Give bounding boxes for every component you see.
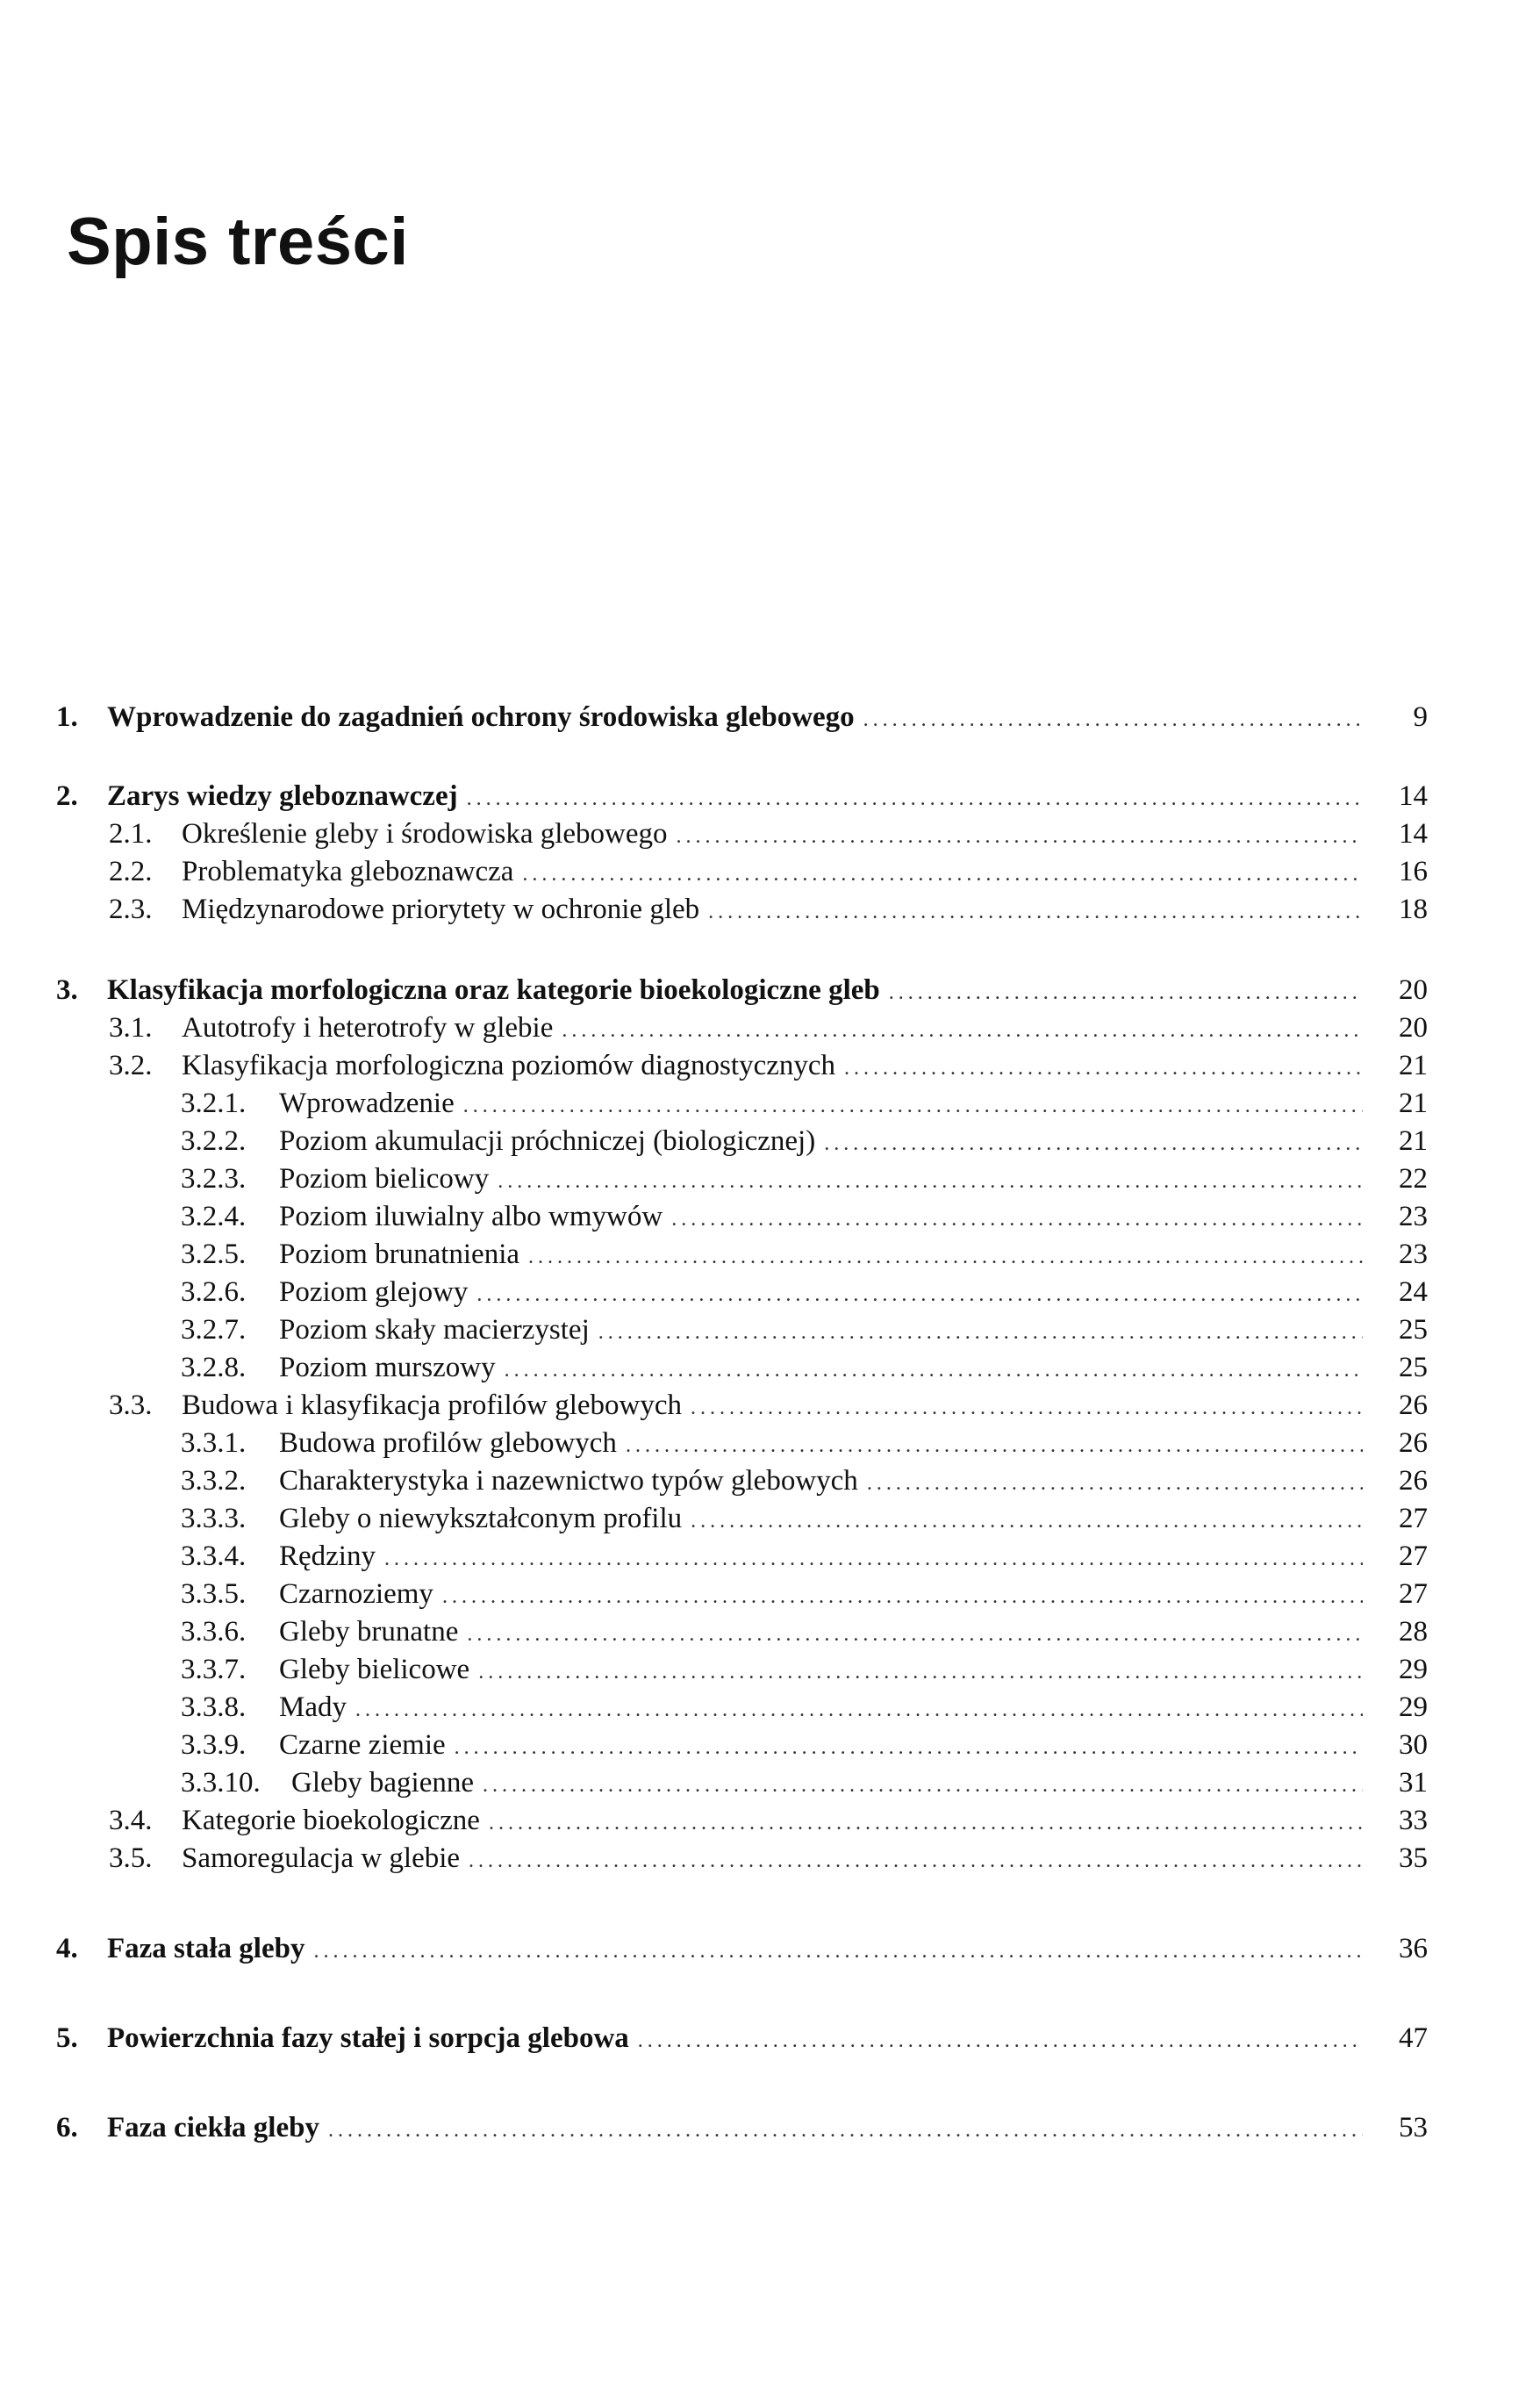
toc-entry-page: 23 [1399,1239,1428,1270]
dot-leader [442,1578,1363,1615]
toc-entry-page: 33 [1399,1805,1428,1836]
toc-entry-title: Klasyfikacja morfologiczna oraz kategorie bioekologiczne gleb [107,974,880,1006]
dot-leader [708,894,1363,930]
toc-entry-page: 24 [1399,1276,1428,1308]
dot-leader [677,818,1363,855]
toc-entry-number: 3.2.2. [181,1125,247,1157]
toc-entry-page: 29 [1399,1654,1428,1685]
toc-entry-page: 20 [1399,1012,1428,1044]
toc-entry-title: Wprowadzenie [279,1088,455,1119]
toc-entry-number: 3. [56,974,78,1006]
toc-entry-title: Problematyka gleboznawcza [182,856,514,887]
toc-entry-page: 53 [1399,2112,1428,2143]
toc-entry-page: 25 [1399,1352,1428,1383]
dot-leader [626,1427,1363,1464]
toc-entry-title: Poziom skały macierzystej [279,1314,590,1346]
toc-entry-page: 16 [1399,856,1428,887]
dot-leader [467,1616,1363,1653]
toc-entry-page: 31 [1399,1767,1428,1799]
toc-entry[interactable] [181,1538,1428,1575]
dot-leader [478,1654,1363,1691]
toc-entry-title: Kategorie bioekologiczne [182,1805,480,1836]
toc-entry[interactable] [109,1047,1428,1084]
toc-entry-page: 27 [1399,1503,1428,1534]
toc-entry-title: Poziom iluwialny albo wmywów [279,1201,663,1232]
toc-entry-number: 2.2. [109,856,153,887]
dot-leader [498,1163,1363,1200]
toc-entry-page: 21 [1399,1050,1428,1081]
toc-entry-page: 14 [1399,780,1428,812]
toc-entry-number: 3.3.6. [181,1616,247,1648]
dot-leader [638,2022,1363,2059]
toc-entry-title: Powierzchnia fazy stałej i sorpcja glebowa [107,2022,629,2054]
dot-leader [455,1729,1363,1766]
toc-entry-page: 26 [1399,1389,1428,1421]
toc-entry-number: 6. [56,2112,78,2143]
toc-entry[interactable] [181,1651,1428,1688]
toc-entry-title: Klasyfikacja morfologiczna poziomów diagnostycznych [182,1050,836,1081]
toc-entry[interactable] [109,891,1428,928]
toc-entry-number: 3.2.5. [181,1239,247,1270]
toc-entry-number: 3.3.3. [181,1503,247,1534]
toc-entry-title: Czarnoziemy [279,1578,433,1610]
toc-entry-title: Poziom bielicowy [279,1163,490,1195]
toc-entry-number: 2.3. [109,894,153,925]
toc-entry-title: Rędziny [279,1540,376,1572]
toc-entry-title: Gleby o niewykształconym profilu [279,1503,683,1534]
toc-entry-page: 14 [1399,818,1428,850]
toc-entry-title: Faza ciekła gleby [107,2112,319,2143]
toc-entry-number: 2. [56,780,78,812]
dot-leader [824,1125,1363,1162]
toc-entry-page: 22 [1399,1163,1428,1195]
dot-leader [505,1352,1363,1389]
toc-entry[interactable] [181,1613,1428,1650]
toc-entry-number: 3.2. [109,1050,153,1081]
toc-entry-title: Wprowadzenie do zagadnień ochrony środowiska glebowego [107,701,855,733]
dot-leader [476,1276,1363,1313]
toc-entry-page: 26 [1399,1427,1428,1459]
toc-entry-title: Czarne ziemie [279,1729,446,1761]
toc-entry-title: Samoregulacja w glebie [182,1842,461,1874]
dot-leader [691,1389,1363,1426]
toc-entry-number: 4. [56,1933,78,1964]
toc-entry-page: 21 [1399,1088,1428,1119]
dot-leader [384,1540,1363,1577]
toc-entry[interactable] [181,1123,1428,1160]
toc-entry[interactable] [109,1009,1428,1046]
toc-entry[interactable] [109,1387,1428,1424]
toc-entry-number: 3.3.10. [181,1767,261,1799]
toc-entry[interactable] [109,1840,1428,1877]
toc-entry-number: 3.2.4. [181,1201,247,1232]
toc-entry-title: Charakterystyka i nazewnictwo typów glebowych [279,1465,858,1497]
dot-leader [863,701,1363,738]
toc-entry-title: Międzynarodowe priorytety w ochronie gleb [182,894,700,925]
toc-entry-title: Gleby brunatne [279,1616,459,1648]
toc-entry[interactable] [181,1236,1428,1273]
toc-entry-number: 3.3.5. [181,1578,247,1610]
dot-leader [313,1933,1363,1970]
toc-entry-page: 27 [1399,1540,1428,1572]
toc-entry-number: 3.3.7. [181,1654,247,1685]
dot-leader [844,1050,1363,1087]
dot-leader [528,1239,1363,1275]
dot-leader [463,1088,1363,1124]
toc-entry[interactable] [181,1311,1428,1348]
toc-entry-number: 3.4. [109,1805,153,1836]
toc-entry[interactable] [181,1349,1428,1386]
toc-entry-number: 1. [56,701,78,733]
toc-entry-title: Faza stała gleby [107,1933,305,1964]
toc-entry[interactable] [56,2109,1428,2146]
toc-entry-page: 18 [1399,894,1428,925]
toc-entry-number: 3.2.1. [181,1088,247,1119]
dot-leader [328,2112,1363,2149]
dot-leader [598,1314,1363,1351]
toc-entry[interactable] [181,1425,1428,1461]
toc-entry-title: Budowa i klasyfikacja profilów glebowych [182,1389,683,1421]
toc-entry-page: 29 [1399,1691,1428,1723]
toc-entry-title: Autotrofy i heterotrofy w glebie [182,1012,554,1044]
toc-entry-number: 5. [56,2022,78,2054]
dot-leader [867,1465,1363,1502]
toc-entry[interactable] [109,853,1428,890]
toc-entry[interactable] [181,1500,1428,1537]
toc-entry-page: 20 [1399,974,1428,1006]
toc-entry-title: Budowa profilów glebowych [279,1427,617,1459]
toc-entry[interactable] [181,1576,1428,1612]
toc-entry-page: 9 [1413,701,1428,733]
toc-entry[interactable] [181,1689,1428,1726]
toc-entry-page: 28 [1399,1616,1428,1648]
toc-entry[interactable] [56,778,1428,815]
toc-entry-number: 3.3.4. [181,1540,247,1572]
toc-entry[interactable] [181,1764,1428,1801]
toc-entry-page: 27 [1399,1578,1428,1610]
toc-entry-page: 25 [1399,1314,1428,1346]
toc-entry-number: 3.3. [109,1389,153,1421]
dot-leader [467,780,1363,817]
toc-entry[interactable] [109,1802,1428,1839]
dot-leader [355,1691,1363,1728]
dot-leader [889,974,1363,1011]
toc-entry[interactable] [181,1274,1428,1310]
toc-entry-title: Gleby bielicowe [279,1654,470,1685]
toc-entry-page: 35 [1399,1842,1428,1874]
toc-entry-number: 3.3.9. [181,1729,247,1761]
toc-entry-title: Określenie gleby i środowiska glebowego [182,818,668,850]
toc-entry[interactable] [109,815,1428,852]
toc-entry-number: 3.3.1. [181,1427,247,1459]
toc-entry-title: Zarys wiedzy gleboznawczej [107,780,458,812]
page-title: Spis treści [67,205,409,279]
toc-entry[interactable] [56,972,1428,1009]
toc-entry-number: 2.1. [109,818,153,850]
toc-entry-number: 3.2.6. [181,1276,247,1308]
toc-entry[interactable] [56,2020,1428,2057]
dot-leader [483,1767,1363,1804]
toc-entry-page: 47 [1399,2022,1428,2054]
toc-entry-number: 3.2.7. [181,1314,247,1346]
toc-entry-number: 3.3.2. [181,1465,247,1497]
toc-entry[interactable] [56,699,1428,736]
toc-entry-number: 3.5. [109,1842,153,1874]
dot-leader [489,1805,1363,1842]
toc-entry-number: 3.3.8. [181,1691,247,1723]
dot-leader [671,1201,1363,1238]
toc-entry[interactable] [181,1727,1428,1763]
dot-leader [469,1842,1363,1879]
toc-entry[interactable] [181,1085,1428,1122]
dot-leader [562,1012,1363,1049]
toc-entry-title: Poziom murszowy [279,1352,496,1383]
toc-entry[interactable] [181,1462,1428,1499]
toc-entry-number: 3.2.3. [181,1163,247,1195]
toc-entry-title: Poziom glejowy [279,1276,469,1308]
toc-entry-page: 26 [1399,1465,1428,1497]
toc-entry-number: 3.2.8. [181,1352,247,1383]
toc-entry-title: Gleby bagienne [291,1767,475,1799]
toc-entry-number: 3.1. [109,1012,153,1044]
toc-entry[interactable] [181,1160,1428,1197]
toc-entry[interactable] [56,1930,1428,1967]
dot-leader [522,856,1363,893]
toc-entry-page: 21 [1399,1125,1428,1157]
toc-entry-title: Poziom brunatnienia [279,1239,520,1270]
toc-entry[interactable] [181,1198,1428,1235]
toc-entry-page: 36 [1399,1933,1428,1964]
toc-entry-title: Poziom akumulacji próchniczej (biologicznej) [279,1125,816,1157]
dot-leader [691,1503,1363,1540]
toc-entry-page: 30 [1399,1729,1428,1761]
toc-entry-page: 23 [1399,1201,1428,1232]
toc-entry-title: Mady [279,1691,347,1723]
